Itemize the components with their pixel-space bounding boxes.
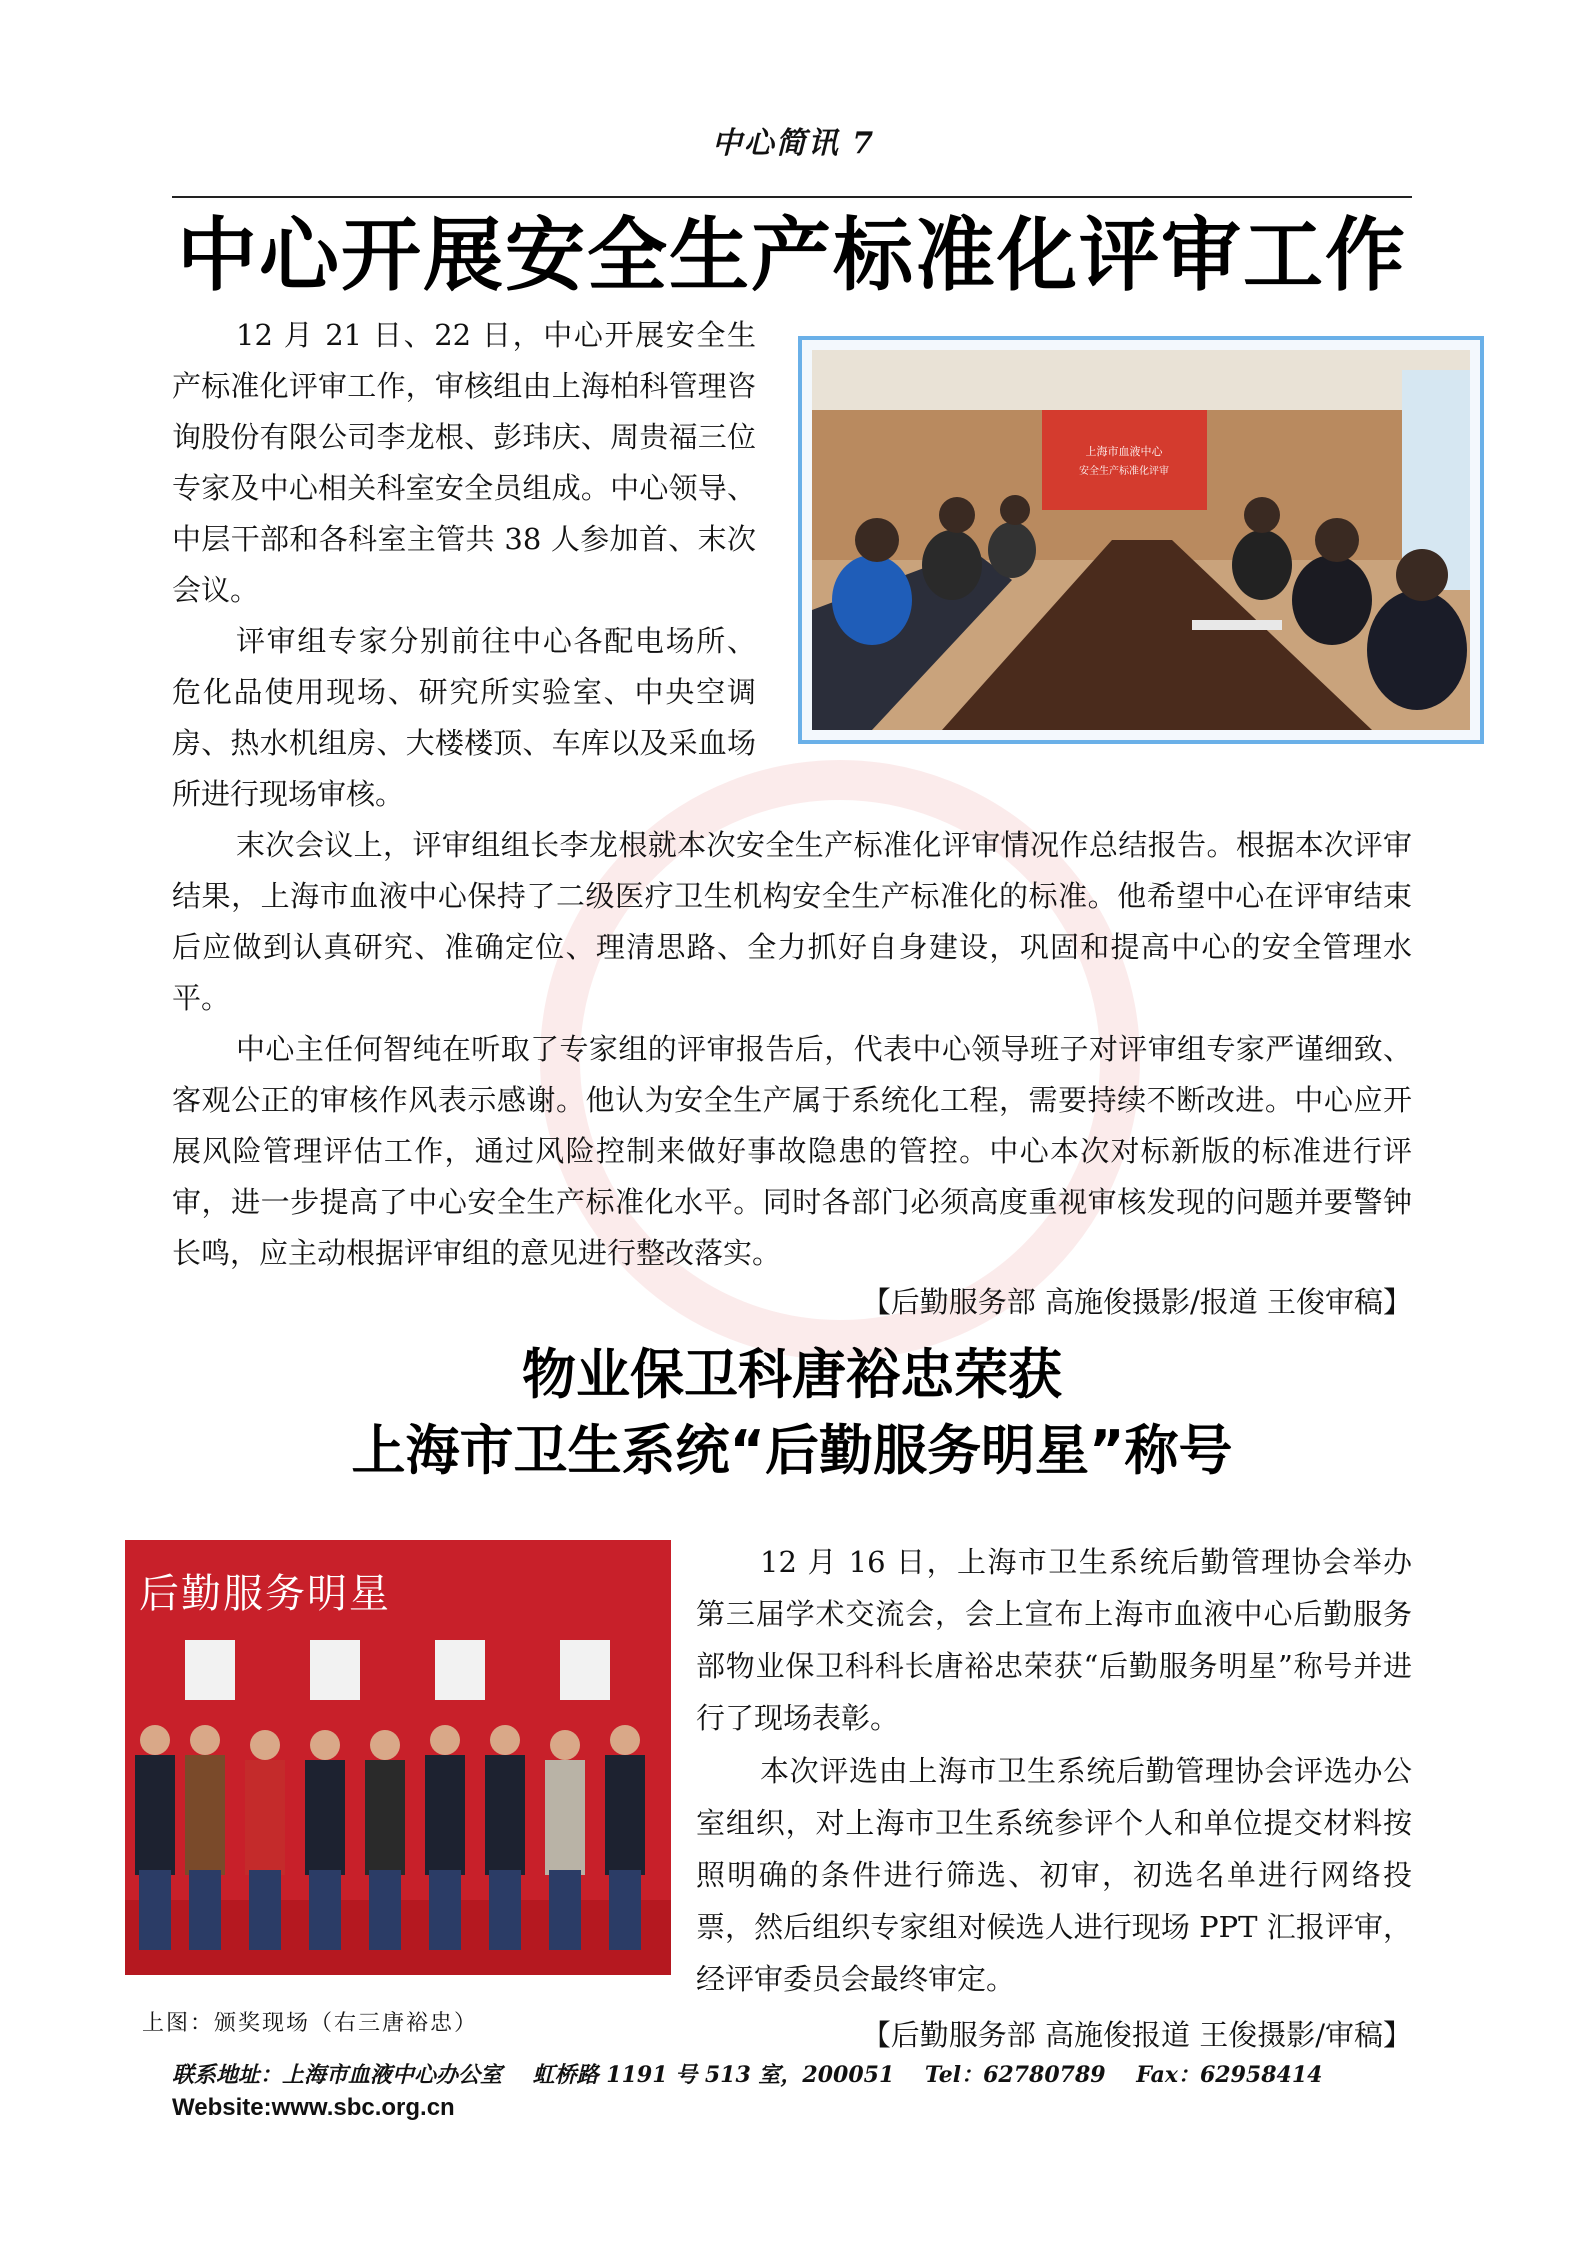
article1-title: 中心开展安全生产标准化评审工作 [177,209,1407,302]
article1-paragraph-2: 评审组专家分别前往中心各配电场所、危化品使用现场、研究所实验室、中央空调房、热水机组房、大楼楼顶、车库以及采血场所进行现场审核。 [172,624,756,811]
award-banner-text: 后勤服务明星 [139,1571,391,1617]
award-photo-caption: 上图：颁奖现场（右三唐裕忠） [142,2011,479,2036]
footer-website: Website:www.sbc.org.cn [172,2094,455,2121]
article2-paragraph-2: 本次评选由上海市卫生系统后勤管理协会评选办公室组织，对上海市卫生系统参评个人和单位提交材料按照明确的条件进行筛选、初审，初选名单进行网络投票，然后组织专家组对候选人进行现场 PPT 汇报评审，经评审委员会最终审定。 [696,1754,1412,1996]
article1-paragraph-4: 中心主任何智纯在听取了专家组的评审报告后，代表中心领导班子对评审组专家严谨细致、客观公正的审核作风表示感谢。他认为安全生产属于系统化工程，需要持续不断改进。中心应开展风险管理评估工作，通过风险控制来做好事故隐患的管控。中心本次对标新版的标准进行评审，进一步提高了中心安全生产标准化水平。同时各部门必须高度重视审核发现的问题并要警钟长鸣，应主动根据评审组的意见进行整改落实。 [172,1032,1412,1270]
meeting-room-image [812,350,1470,730]
header-divider [172,196,1412,198]
page-header: 中心简讯 7 [711,126,876,161]
award-ceremony-image [125,1540,671,1975]
article1-credit: 【后勤服务部 高施俊摄影/报道 王俊审稿】 [861,1285,1412,1319]
award-photo [125,1540,671,1975]
article2-title-line2: 上海市卫生系统“后勤服务明星”称号 [351,1419,1233,1482]
article2-title-line1: 物业保卫科唐裕忠荣获 [522,1343,1062,1406]
footer-address: 联系地址：上海市血液中心办公室 虹桥路 1191 号 513 室，200051 Tel：62780789 Fax：62958414 [172,2062,1323,2088]
article2-paragraph-1: 12 月 16 日，上海市卫生系统后勤管理协会举办第三届学术交流会，会上宣布上海市血液中心后勤服务部物业保卫科科长唐裕忠荣获“后勤服务明星”称号并进行了现场表彰。 [696,1545,1412,1735]
article1-paragraph-1: 12 月 21 日、22 日，中心开展安全生产标准化评审工作，审核组由上海柏科管理咨询股份有限公司李龙根、彭玮庆、周贵福三位专家及中心相关科室安全员组成。中心领导、中层干部和各科室主管共 38 人参加首、末次会议。 [172,318,756,607]
article1-paragraph-3: 末次会议上，评审组组长李龙根就本次安全生产标准化评审情况作总结报告。根据本次评审结果，上海市血液中心保持了二级医疗卫生机构安全生产标准化的标准。他希望中心在评审结束后应做到认真研究、准确定位、理清思路、全力抓好自身建设，巩固和提高中心的安全管理水平。 [172,828,1412,1015]
projection-screen [1042,410,1207,510]
meeting-photo [798,336,1484,744]
screen-text-2: 安全生产标准化评审 [1079,466,1169,477]
screen-text-1: 上海市血液中心 [1085,445,1163,458]
article2-credit: 【后勤服务部 高施俊报道 王俊摄影/审稿】 [861,2018,1412,2052]
